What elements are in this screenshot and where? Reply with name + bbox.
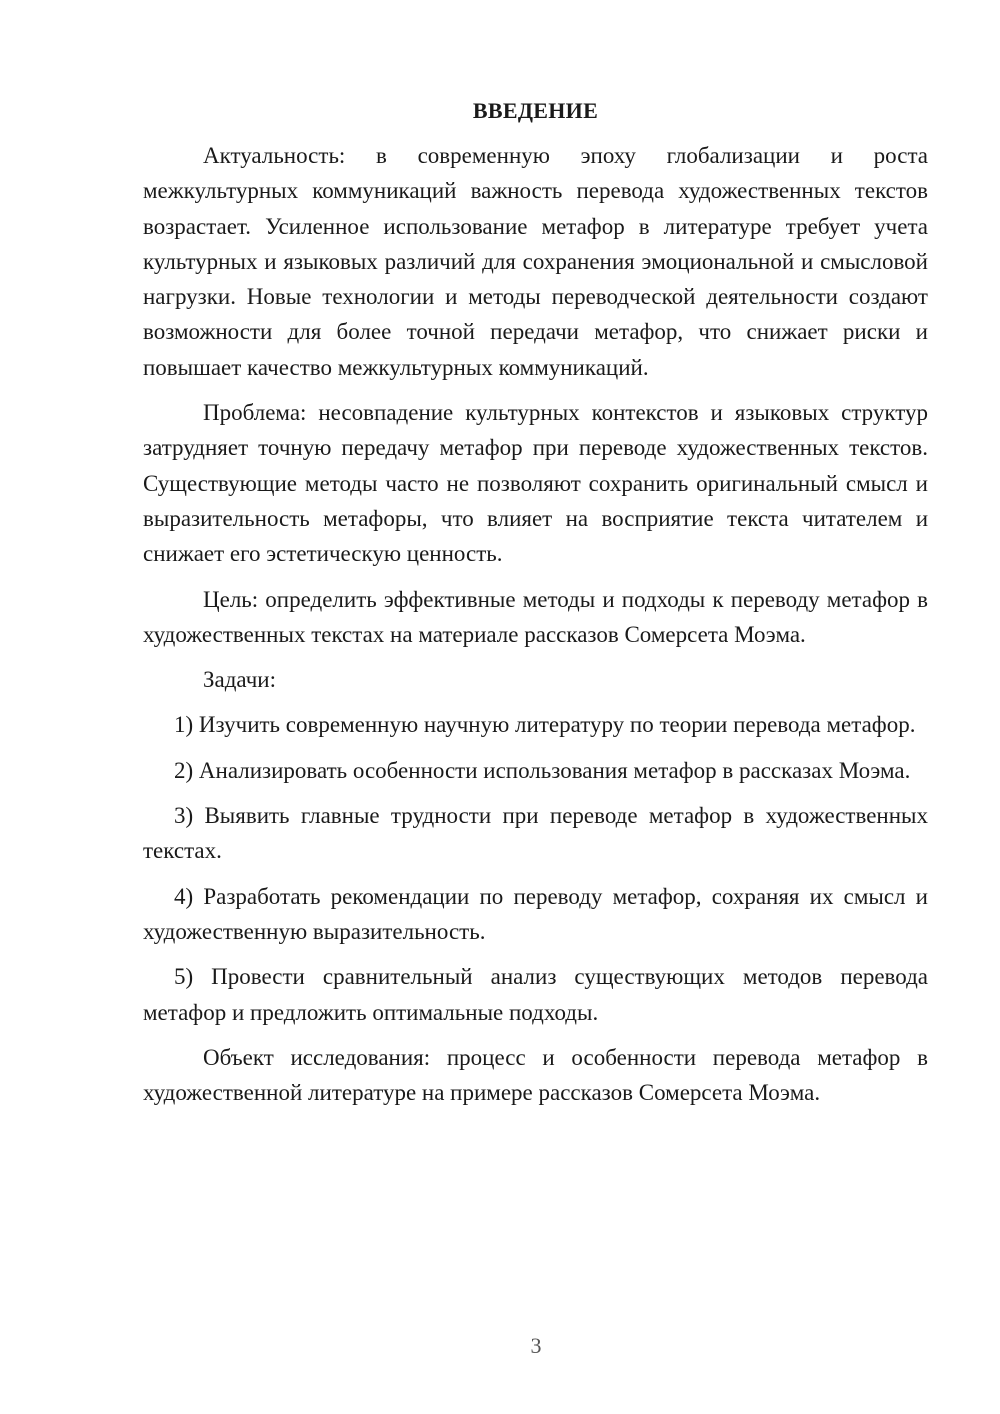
task-item-5: 5) Провести сравнительный анализ существующих методов перевода метафор и предложить оптимальные подходы. xyxy=(143,964,928,1025)
task-item-4: 4) Разработать рекомендации по переводу метафор, сохраняя их смысл и художественную выразительность. xyxy=(143,883,928,944)
tasks-heading: Задачи: xyxy=(203,667,276,693)
page-body xyxy=(143,96,928,1120)
problem-paragraph: Проблема: несовпадение культурных контекстов и языковых структур затрудняет точную передачу метафор при переводе художественных текстов. Существующие методы часто не позволяют сохранить оригинальный смысл и выразительность метафоры, что влияет на восприятие текста читателем и снижает его эстетическую ценность. xyxy=(143,400,928,567)
goal-paragraph: Цель: определить эффективные методы и подходы к переводу метафор в художественных текстах на материале рассказов Сомерсета Моэма. xyxy=(143,586,928,647)
page-title: ВВЕДЕНИЕ xyxy=(472,98,599,123)
task-item-3: 3) Выявить главные трудности при переводе метафор в художественных текстах. xyxy=(143,803,928,864)
task-item-2: 2) Анализировать особенности использования метафор в рассказах Моэма. xyxy=(174,757,911,783)
object-paragraph: Объект исследования: процесс и особенности перевода метафор в художественной литературе на примере рассказов Сомерсета Моэма. xyxy=(143,1044,928,1106)
relevance-paragraph: Актуальность: в современную эпоху глобализации и роста межкультурных коммуникаций важность перевода художественных текстов возрастает. Усиленное использование метафор в литературе требует учета культурных и языковых различий для сохранения эмоциональной и смысловой нагрузки. Новые технологии и методы переводческой деятельности создают возможности для более точной передачи метафор, что снижает риски и повышает качество межкультурных коммуникаций. xyxy=(143,143,928,380)
page-number: 3 xyxy=(530,1333,542,1358)
task-item-1: 1) Изучить современную научную литературу по теории перевода метафор. xyxy=(174,712,916,738)
